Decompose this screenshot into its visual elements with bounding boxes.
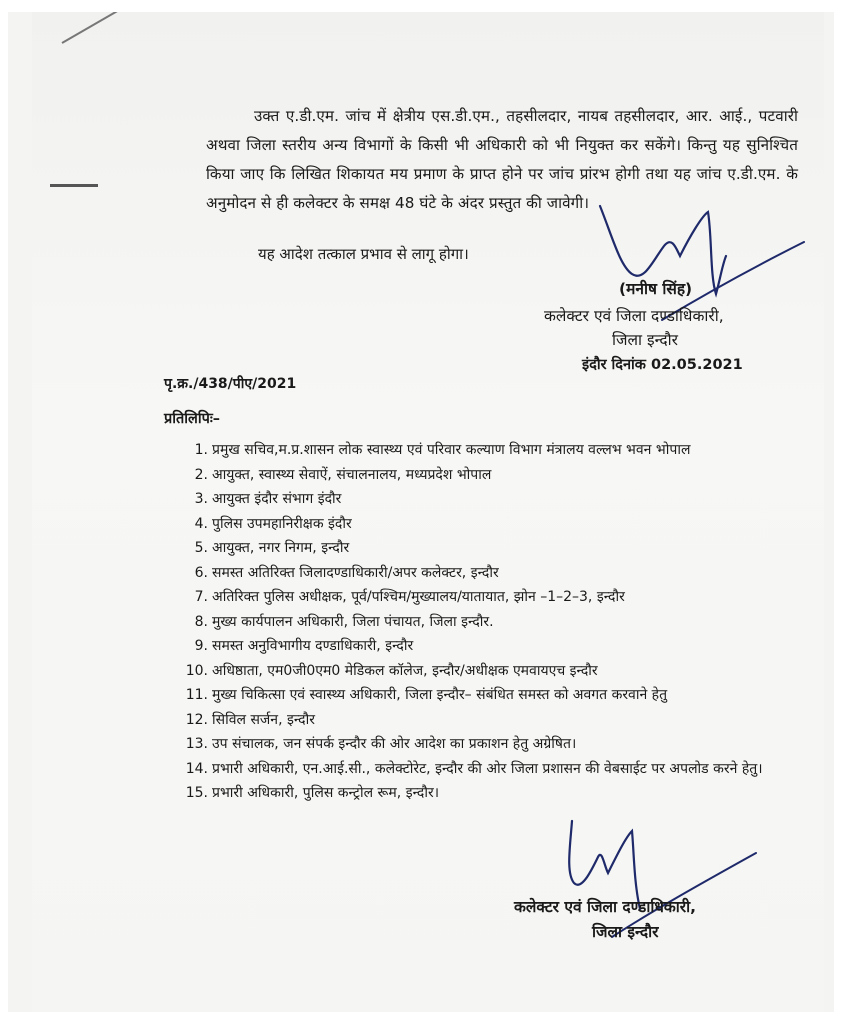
copy-list-text: मुख्य चिकित्सा एवं स्वास्थ्य अधिकारी, जिला इन्दौर– संबंधित समस्त को अवगत करवाने हेतु (212, 687, 668, 703)
copy-list-number: 9. (194, 638, 208, 654)
copy-list-text: आयुक्त इंदौर संभाग इंदौर (212, 491, 342, 507)
copy-list-number: 4. (194, 515, 208, 532)
copy-list-item (182, 636, 802, 657)
copy-list-item (182, 514, 802, 535)
date-line: इंदौर दिनांक 02.05.2021 (582, 357, 743, 373)
signatory-district: जिला इन्दौर (612, 331, 678, 349)
copy-list-text: पुलिस उपमहानिरीक्षक इंदौर (212, 515, 352, 532)
copy-list-item (182, 685, 802, 706)
closing-signatory-district: जिला इन्दौर (592, 923, 659, 941)
copy-list-text: प्रभारी अधिकारी, पुलिस कन्ट्रोल रूम, इन्दौर। (212, 785, 439, 801)
copy-list-item (182, 783, 802, 804)
signature-2-icon (552, 817, 772, 957)
copy-list-text: सिविल सर्जन, इन्दौर (212, 711, 315, 728)
copy-list-number: 13. (185, 736, 208, 752)
copy-list-text: समस्त अनुविभागीय दण्डाधिकारी, इन्दौर (212, 638, 414, 654)
copy-list-text: प्रभारी अधिकारी, एन.आई.सी., कलेक्टोरेट, इन्दौर की ओर जिला प्रशासन की वेबसाईट पर अपलोड करने हेतु। (212, 760, 763, 777)
page-fold-mark (50, 184, 98, 187)
effective-line: यह आदेश तत्काल प्रभाव से लागू होगा। (258, 245, 469, 263)
copy-list-number: 2. (194, 466, 208, 483)
copy-list-number: 1. (194, 442, 208, 458)
copy-heading: प्रतिलिपिः– (164, 411, 221, 427)
copy-list (182, 440, 802, 808)
signatory-name: (मनीष सिंह) (619, 280, 693, 298)
paper-sheet (32, 12, 824, 1012)
copy-list-item (182, 465, 802, 486)
copy-list-number: 10. (185, 662, 208, 679)
copy-list-item (182, 440, 802, 461)
copy-list-text: आयुक्त, नगर निगम, इन्दौर (212, 540, 350, 556)
copy-list-text: मुख्य कार्यपालन अधिकारी, जिला पंचायत, जिला इन्दौर. (212, 613, 494, 630)
copy-list-text: आयुक्त, स्वास्थ्य सेवाऐं, संचालनालय, मध्यप्रदेश भोपाल (212, 466, 492, 483)
copy-list-text: उप संचालक, जन संपर्क इन्दौर की ओर आदेश का प्रकाशन हेतु अग्रेषित। (212, 736, 577, 752)
copy-list-item (182, 587, 802, 608)
reference-number: पृ.क्र./438/पीए/2021 (164, 376, 297, 392)
copy-list-item (182, 759, 802, 780)
copy-list-text: अधिष्ठाता, एम0जी0एम0 मेडिकल कॉलेज, इन्दौर/अधीक्षक एमवायएच इन्दौर (212, 662, 598, 679)
copy-list-text: प्रमुख सचिव,म.प्र.शासन लोक स्वास्थ्य एवं परिवार कल्याण विभाग मंत्रालय वल्लभ भवन भोपाल (212, 442, 691, 458)
copy-list-item (182, 612, 802, 633)
copy-list-number: 6. (194, 564, 208, 581)
copy-list-item (182, 489, 802, 510)
signatory-title: कलेक्टर एवं जिला दण्डाधिकारी, (544, 307, 724, 325)
copy-list-number: 14. (185, 760, 208, 777)
copy-list-number: 7. (194, 589, 208, 605)
copy-list-number: 8. (194, 613, 208, 630)
copy-list-text: समस्त अतिरिक्त जिलादण्डाधिकारी/अपर कलेक्टर, इन्दौर (212, 564, 499, 581)
copy-list-item (182, 563, 802, 584)
page-fold-edge (62, 12, 262, 44)
copy-list-text: अतिरिक्त पुलिस अधीक्षक, पूर्व/पश्चिम/मुख्यालय/यातायात, झोन –1–2–3, इन्दौर (212, 589, 625, 605)
copy-list-number: 3. (194, 491, 208, 507)
copy-list-number: 12. (185, 711, 208, 728)
copy-list-item (182, 661, 802, 682)
copy-list-number: 5. (194, 540, 208, 556)
copy-list-item (182, 710, 802, 731)
closing-signatory-title: कलेक्टर एवं जिला दण्डाधिकारी, (514, 898, 697, 916)
copy-list-number: 15. (185, 785, 208, 801)
copy-list-item (182, 734, 802, 755)
order-paragraph: उक्त ए.डी.एम. जांच में क्षेत्रीय एस.डी.एम., तहसीलदार, नायब तहसीलदार, आर. आई., पटवारी अथवा जिला स्तरीय अन्य विभागों के किसी भी अधिकारी को भी नियुक्त कर सकेंगे। किन्तु यह सुनिश्चित किया जाए कि लिखित शिकायत मय प्रमाण के प्राप्त होने पर जांच प्रांरभ होगी तथा यह जांच ए.डी.एम. के अनुमोदन से ही कलेक्टर के समक्ष 48 घंटे के अंदर प्रस्तुत की जावेगी। (206, 107, 798, 212)
document-scan (8, 12, 834, 1012)
copy-list-number: 11. (185, 687, 208, 703)
copy-list-item (182, 538, 802, 559)
